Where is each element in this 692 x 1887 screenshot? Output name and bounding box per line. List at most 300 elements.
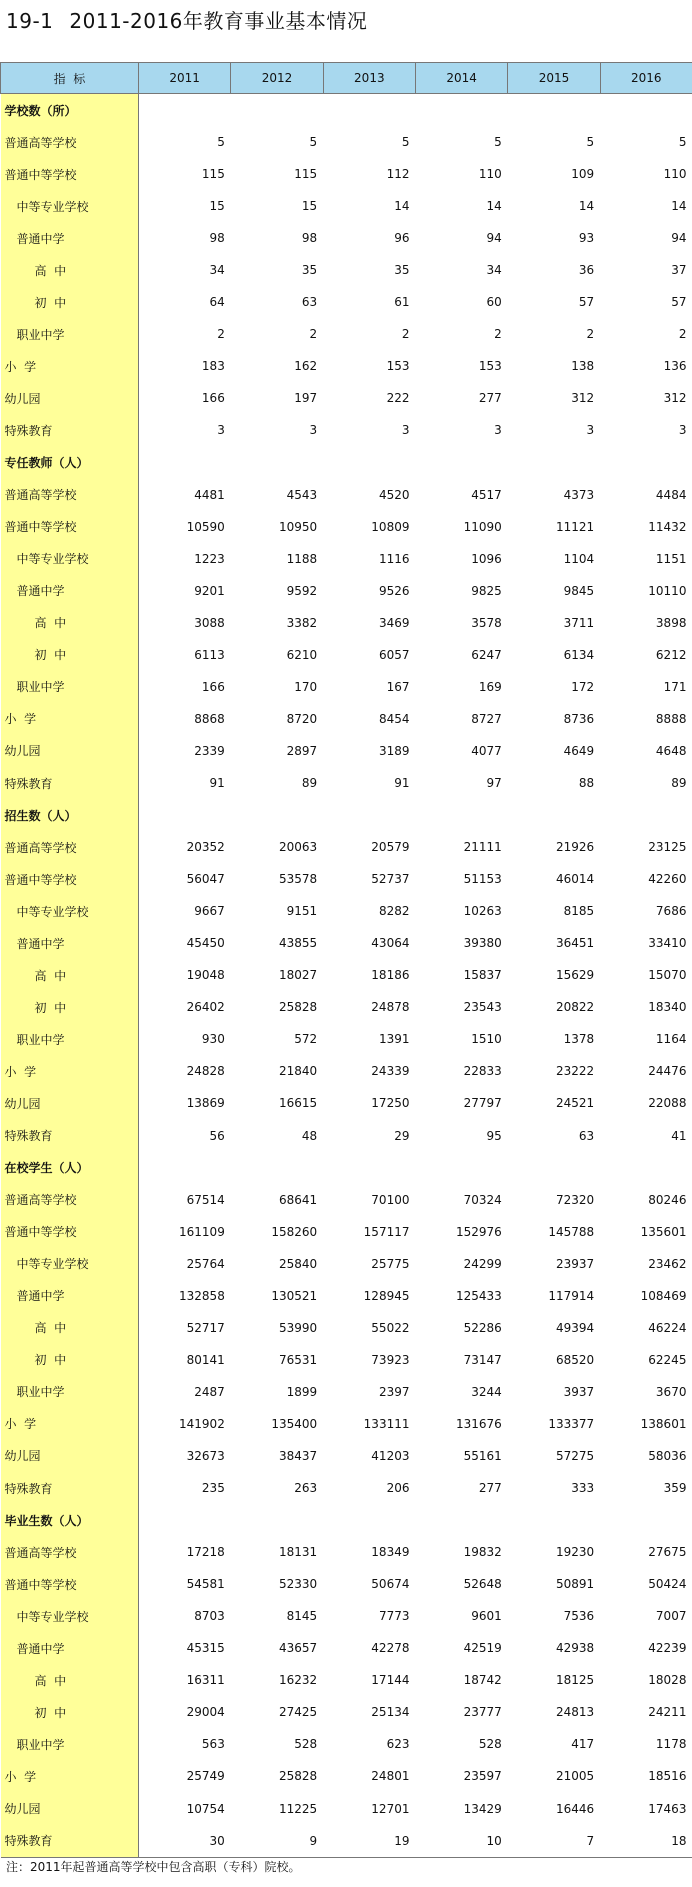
value-cell: 35	[394, 263, 410, 278]
empty-cell	[323, 1152, 415, 1184]
row-label: 中等专业学校	[1, 190, 139, 222]
row-label: 幼儿园	[1, 1087, 139, 1119]
empty-cell	[508, 1152, 600, 1184]
value-cell: 43064	[371, 936, 410, 951]
value-cell: 110	[663, 167, 687, 182]
value-cell: 89	[301, 776, 318, 790]
table-row	[1, 1216, 692, 1248]
value-cell: 1378	[563, 1032, 595, 1047]
value-cell: 89	[671, 776, 687, 790]
value-cell: 50891	[555, 1577, 595, 1592]
value-cell: 30	[139, 1825, 231, 1858]
value-cell: 930	[201, 1032, 225, 1047]
value-cell: 20822	[555, 1000, 595, 1015]
value-cell: 58036	[648, 1448, 687, 1463]
value-cell: 16446	[555, 1801, 595, 1816]
section-heading-row	[1, 447, 692, 479]
value-cell: 72320	[555, 1192, 595, 1207]
value-cell: 333	[571, 1481, 595, 1496]
value-cell: 7536	[563, 1609, 595, 1624]
section-heading: 专任教师（人）	[1, 447, 139, 479]
value-cell: 7	[508, 1825, 600, 1858]
value-cell: 19048	[186, 968, 225, 983]
value-cell: 23125	[648, 840, 687, 855]
value-cell: 1151	[655, 551, 687, 566]
value-cell: 18125	[555, 1673, 595, 1688]
value-cell: 94	[671, 231, 687, 246]
value-cell: 29	[394, 1128, 410, 1143]
section-heading-row	[1, 1504, 692, 1536]
value-cell: 52717	[186, 1320, 225, 1335]
value-cell: 6113	[194, 647, 225, 662]
row-label: 普通中等学校	[1, 863, 139, 895]
value-cell: 7007	[655, 1609, 687, 1624]
value-cell: 4517	[471, 487, 502, 502]
row-label: 普通中学	[1, 1280, 139, 1312]
value-cell: 5	[309, 135, 318, 150]
value-cell: 3088	[194, 615, 225, 630]
row-label: 普通中学	[1, 927, 139, 959]
year-header: 2011	[139, 63, 231, 94]
value-cell: 8727	[471, 711, 502, 726]
value-cell: 4373	[563, 487, 595, 502]
value-cell: 14	[578, 199, 595, 214]
value-cell: 95	[486, 1128, 502, 1143]
value-cell: 8185	[563, 904, 595, 919]
section-heading: 招生数（人）	[1, 799, 139, 831]
empty-cell	[231, 1504, 323, 1536]
table-number: 19-1	[6, 9, 54, 33]
value-cell: 39380	[463, 936, 502, 951]
value-cell: 50424	[648, 1577, 687, 1592]
empty-cell	[323, 94, 415, 127]
value-cell: 41	[671, 1128, 687, 1143]
table-row	[1, 1664, 692, 1696]
value-cell: 50674	[371, 1577, 410, 1592]
table-row	[1, 1825, 692, 1858]
value-cell: 10	[415, 1825, 507, 1858]
row-label: 普通高等学校	[1, 479, 139, 511]
value-cell: 1223	[194, 551, 225, 566]
empty-cell	[600, 1504, 692, 1536]
empty-cell	[139, 447, 231, 479]
table-row	[1, 1536, 692, 1568]
table-row	[1, 607, 692, 639]
value-cell: 183	[201, 359, 225, 374]
value-cell: 2	[217, 327, 225, 342]
value-cell: 12701	[371, 1801, 410, 1816]
table-row	[1, 1632, 692, 1664]
value-cell: 52286	[463, 1320, 502, 1335]
value-cell: 277	[478, 1481, 502, 1496]
row-label: 特殊教育	[1, 414, 139, 446]
year-header: 2012	[231, 63, 323, 94]
empty-cell	[415, 1152, 507, 1184]
value-cell: 20352	[186, 840, 225, 855]
empty-cell	[600, 94, 692, 127]
value-cell: 3	[586, 423, 595, 438]
value-cell: 8282	[378, 904, 410, 919]
value-cell: 32673	[186, 1448, 225, 1463]
value-cell: 3711	[563, 615, 595, 630]
value-cell: 62245	[648, 1352, 687, 1367]
value-cell: 25134	[371, 1705, 410, 1720]
row-label: 中等专业学校	[1, 895, 139, 927]
value-cell: 52648	[463, 1577, 502, 1592]
value-cell: 6210	[286, 647, 318, 662]
value-cell: 166	[201, 679, 225, 694]
value-cell: 17218	[186, 1545, 225, 1560]
value-cell: 115	[201, 167, 225, 182]
value-cell: 18186	[371, 968, 410, 983]
value-cell: 528	[478, 1737, 502, 1752]
table-row	[1, 1087, 692, 1119]
row-label: 普通中学	[1, 575, 139, 607]
value-cell: 3937	[563, 1384, 595, 1399]
value-cell: 166	[201, 391, 225, 406]
value-cell: 3244	[471, 1384, 502, 1399]
table-row	[1, 543, 692, 575]
table-row	[1, 222, 692, 254]
table-row	[1, 1760, 692, 1792]
table-row	[1, 575, 692, 607]
value-cell: 2487	[194, 1384, 225, 1399]
value-cell: 38437	[278, 1448, 318, 1463]
value-cell: 18349	[371, 1545, 410, 1560]
value-cell: 4484	[655, 487, 687, 502]
value-cell: 57	[578, 295, 595, 310]
indicator-header: 指 标	[1, 63, 139, 94]
value-cell: 167	[386, 679, 410, 694]
value-cell: 117914	[548, 1288, 595, 1303]
table-row	[1, 1280, 692, 1312]
value-cell: 16311	[186, 1673, 225, 1688]
table-row	[1, 511, 692, 543]
value-cell: 49394	[555, 1320, 595, 1335]
value-cell: 277	[478, 391, 502, 406]
value-cell: 8720	[286, 711, 318, 726]
value-cell: 2	[401, 327, 410, 342]
table-row	[1, 479, 692, 511]
value-cell: 108469	[640, 1288, 687, 1303]
value-cell: 21840	[278, 1064, 318, 1079]
row-label: 特殊教育	[1, 1120, 139, 1152]
value-cell: 11225	[278, 1801, 318, 1816]
empty-cell	[415, 1504, 507, 1536]
value-cell: 1096	[471, 551, 502, 566]
header-row	[1, 63, 692, 94]
row-label: 职业中学	[1, 1376, 139, 1408]
value-cell: 25764	[186, 1256, 225, 1271]
value-cell: 34	[209, 263, 225, 278]
empty-cell	[508, 94, 600, 127]
year-header: 2016	[600, 63, 692, 94]
value-cell: 19832	[463, 1545, 502, 1560]
table-row	[1, 1728, 692, 1760]
table-row	[1, 1408, 692, 1440]
value-cell: 10809	[371, 519, 410, 534]
empty-cell	[323, 799, 415, 831]
table-row	[1, 254, 692, 286]
value-cell: 19	[323, 1825, 415, 1858]
value-cell: 158260	[271, 1224, 318, 1239]
value-cell: 24339	[371, 1064, 410, 1079]
row-label: 普通中等学校	[1, 1216, 139, 1248]
section-heading: 学校数（所）	[1, 94, 139, 127]
row-label: 中等专业学校	[1, 1600, 139, 1632]
value-cell: 68520	[555, 1352, 595, 1367]
value-cell: 9601	[471, 1609, 502, 1624]
value-cell: 2	[309, 327, 318, 342]
value-cell: 136	[663, 359, 687, 374]
value-cell: 153	[478, 359, 502, 374]
row-label: 小 学	[1, 350, 139, 382]
section-heading: 在校学生（人）	[1, 1152, 139, 1184]
value-cell: 3382	[286, 615, 318, 630]
row-label: 幼儿园	[1, 735, 139, 767]
value-cell: 1104	[563, 551, 595, 566]
value-cell: 56047	[186, 872, 225, 887]
value-cell: 68641	[278, 1192, 318, 1207]
value-cell: 133111	[363, 1416, 410, 1431]
value-cell: 36	[578, 263, 595, 278]
row-label: 高 中	[1, 1664, 139, 1696]
value-cell: 18028	[648, 1673, 687, 1688]
table-row	[1, 190, 692, 222]
value-cell: 15	[209, 199, 225, 214]
table-row	[1, 927, 692, 959]
value-cell: 93	[578, 231, 595, 246]
value-cell: 9592	[286, 583, 318, 598]
value-cell: 10110	[648, 583, 687, 598]
value-cell: 21005	[555, 1769, 595, 1784]
empty-cell	[231, 1152, 323, 1184]
row-label: 职业中学	[1, 671, 139, 703]
value-cell: 206	[386, 1481, 410, 1496]
table-row	[1, 1792, 692, 1824]
value-cell: 24878	[371, 1000, 410, 1015]
value-cell: 1510	[471, 1032, 502, 1047]
value-cell: 9526	[378, 583, 410, 598]
value-cell: 23543	[463, 1000, 502, 1015]
value-cell: 53578	[278, 872, 318, 887]
value-cell: 88	[578, 776, 595, 790]
value-cell: 22833	[463, 1064, 502, 1079]
value-cell: 11432	[648, 519, 687, 534]
value-cell: 112	[386, 167, 410, 182]
value-cell: 132858	[179, 1288, 225, 1303]
table-row	[1, 703, 692, 735]
value-cell: 25828	[278, 1769, 318, 1784]
table-row	[1, 126, 692, 158]
value-cell: 60	[486, 295, 502, 310]
row-label: 普通中等学校	[1, 511, 139, 543]
table-row	[1, 735, 692, 767]
value-cell: 35	[301, 263, 318, 278]
value-cell: 10263	[463, 904, 502, 919]
value-cell: 141902	[179, 1416, 225, 1431]
row-label: 小 学	[1, 1408, 139, 1440]
education-stats-table	[0, 62, 692, 1858]
value-cell: 5	[678, 135, 687, 150]
value-cell: 63	[301, 295, 318, 310]
value-cell: 312	[663, 391, 687, 406]
row-label: 高 中	[1, 254, 139, 286]
empty-cell	[600, 447, 692, 479]
value-cell: 55161	[463, 1448, 502, 1463]
value-cell: 67514	[186, 1192, 225, 1207]
value-cell: 63	[578, 1128, 595, 1143]
value-cell: 23462	[648, 1256, 687, 1271]
value-cell: 9667	[194, 904, 225, 919]
value-cell: 197	[294, 391, 318, 406]
value-cell: 128945	[363, 1288, 410, 1303]
value-cell: 15837	[463, 968, 502, 983]
value-cell: 4648	[655, 743, 687, 758]
value-cell: 10590	[186, 519, 225, 534]
value-cell: 11090	[463, 519, 502, 534]
value-cell: 115	[294, 167, 318, 182]
table-row	[1, 1696, 692, 1728]
value-cell: 18340	[648, 1000, 687, 1015]
value-cell: 2397	[378, 1384, 410, 1399]
value-cell: 2897	[286, 743, 318, 758]
row-label: 中等专业学校	[1, 543, 139, 575]
row-label: 中等专业学校	[1, 1248, 139, 1280]
value-cell: 3	[217, 423, 225, 438]
empty-cell	[323, 447, 415, 479]
value-cell: 46224	[648, 1320, 687, 1335]
value-cell: 55022	[371, 1320, 410, 1335]
empty-cell	[139, 1504, 231, 1536]
row-label: 职业中学	[1, 318, 139, 350]
value-cell: 37	[671, 263, 687, 278]
value-cell: 162	[294, 359, 318, 374]
empty-cell	[415, 94, 507, 127]
value-cell: 3898	[655, 615, 687, 630]
value-cell: 20579	[371, 840, 410, 855]
value-cell: 16232	[278, 1673, 318, 1688]
value-cell: 8145	[286, 1609, 318, 1624]
year-header: 2013	[323, 63, 415, 94]
value-cell: 623	[386, 1737, 410, 1752]
value-cell: 25840	[278, 1256, 318, 1271]
value-cell: 14	[394, 199, 410, 214]
value-cell: 6247	[471, 647, 502, 662]
value-cell: 54581	[186, 1577, 225, 1592]
row-label: 普通高等学校	[1, 1536, 139, 1568]
value-cell: 4077	[471, 743, 502, 758]
value-cell: 152976	[456, 1224, 502, 1239]
empty-cell	[508, 1504, 600, 1536]
value-cell: 11121	[555, 519, 595, 534]
value-cell: 52330	[278, 1577, 318, 1592]
value-cell: 4649	[563, 743, 595, 758]
table-row	[1, 1055, 692, 1087]
value-cell: 3670	[655, 1384, 687, 1399]
value-cell: 9	[231, 1825, 323, 1858]
value-cell: 6212	[655, 647, 687, 662]
value-cell: 3189	[378, 743, 410, 758]
value-cell: 135601	[640, 1224, 687, 1239]
table-row	[1, 1312, 692, 1344]
value-cell: 24476	[648, 1064, 687, 1079]
value-cell: 53990	[278, 1320, 318, 1335]
row-label: 幼儿园	[1, 1792, 139, 1824]
value-cell: 1899	[286, 1384, 318, 1399]
value-cell: 43855	[278, 936, 318, 951]
table-row	[1, 959, 692, 991]
table-row	[1, 286, 692, 318]
value-cell: 169	[478, 679, 502, 694]
value-cell: 3	[494, 423, 502, 438]
table-row	[1, 863, 692, 895]
value-cell: 8868	[194, 711, 225, 726]
value-cell: 25775	[371, 1256, 410, 1271]
row-label: 普通中等学校	[1, 158, 139, 190]
value-cell: 45315	[186, 1641, 225, 1656]
value-cell: 109	[571, 167, 595, 182]
value-cell: 41203	[371, 1448, 410, 1463]
table-row	[1, 1344, 692, 1376]
table-row	[1, 158, 692, 190]
value-cell: 18131	[278, 1545, 318, 1560]
value-cell: 6134	[563, 647, 595, 662]
value-cell: 528	[294, 1737, 318, 1752]
table-row	[1, 767, 692, 799]
value-cell: 8454	[378, 711, 410, 726]
value-cell: 36451	[555, 936, 595, 951]
value-cell: 42260	[648, 872, 687, 887]
value-cell: 235	[201, 1481, 225, 1496]
value-cell: 171	[663, 679, 687, 694]
value-cell: 2	[494, 327, 502, 342]
row-label: 普通中学	[1, 1632, 139, 1664]
value-cell: 21926	[555, 840, 595, 855]
value-cell: 145788	[548, 1224, 595, 1239]
row-label: 高 中	[1, 607, 139, 639]
table-title	[6, 6, 367, 36]
value-cell: 64	[209, 295, 225, 310]
row-label: 普通中学	[1, 222, 139, 254]
value-cell: 110	[478, 167, 502, 182]
table-row	[1, 1440, 692, 1472]
value-cell: 125433	[456, 1288, 502, 1303]
value-cell: 23777	[463, 1705, 502, 1720]
value-cell: 70324	[463, 1192, 502, 1207]
value-cell: 17463	[648, 1801, 687, 1816]
value-cell: 34	[486, 263, 502, 278]
row-label: 初 中	[1, 286, 139, 318]
table-row	[1, 382, 692, 414]
value-cell: 27425	[278, 1705, 318, 1720]
row-label: 初 中	[1, 991, 139, 1023]
table-row	[1, 639, 692, 671]
value-cell: 80141	[186, 1352, 225, 1367]
row-label: 普通高等学校	[1, 1184, 139, 1216]
section-heading-row	[1, 94, 692, 127]
value-cell: 4520	[378, 487, 410, 502]
row-label: 普通中等学校	[1, 1568, 139, 1600]
value-cell: 8888	[655, 711, 687, 726]
section-heading-row	[1, 1152, 692, 1184]
value-cell: 25828	[278, 1000, 318, 1015]
row-label: 职业中学	[1, 1728, 139, 1760]
value-cell: 18516	[648, 1769, 687, 1784]
value-cell: 96	[394, 231, 410, 246]
table-row	[1, 1248, 692, 1280]
row-label: 特殊教育	[1, 1825, 139, 1858]
